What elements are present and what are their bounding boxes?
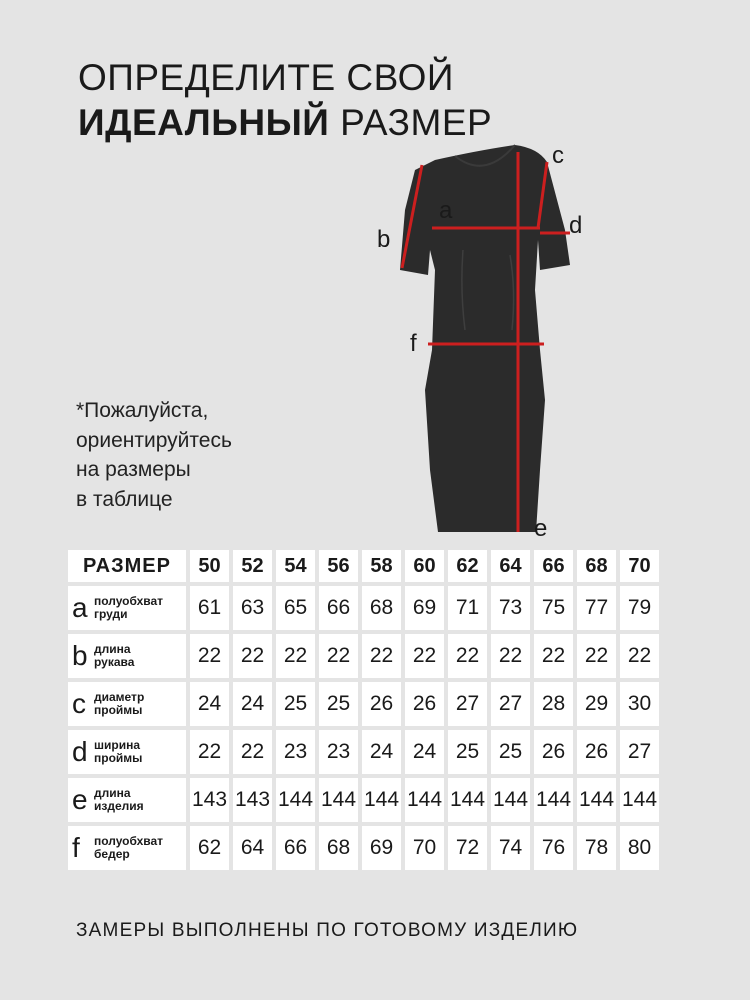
table-cell: 69 (362, 826, 401, 870)
table-cell: 22 (276, 634, 315, 678)
table-cell: 75 (534, 586, 573, 630)
table-cell: 25 (319, 682, 358, 726)
dress-diagram (360, 140, 620, 550)
row-description-line: бедер (94, 847, 130, 861)
label-e: e (534, 515, 548, 542)
table-cell: 22 (362, 634, 401, 678)
table-cell: 29 (577, 682, 616, 726)
title-line-2 (78, 100, 492, 145)
row-description-line: проймы (94, 703, 143, 717)
size-header-cell: 60 (405, 550, 444, 582)
table-cell: 27 (620, 730, 659, 774)
table-row (68, 730, 659, 774)
table-cell: 24 (190, 682, 229, 726)
table-cell: 24 (233, 682, 272, 726)
footer-note: ЗАМЕРЫ ВЫПОЛНЕНЫ ПО ГОТОВОМУ ИЗДЕЛИЮ (76, 920, 579, 941)
row-description-line: полуобхват (94, 594, 164, 608)
row-description (94, 595, 163, 621)
row-description-line: изделия (94, 799, 144, 813)
table-cell: 68 (362, 586, 401, 630)
row-description (94, 691, 144, 717)
table-cell: 66 (276, 826, 315, 870)
table-cell: 71 (448, 586, 487, 630)
header-label: РАЗМЕР (68, 550, 186, 582)
row-description-line: длина (94, 786, 131, 800)
table-cell: 25 (276, 682, 315, 726)
row-description-line: рукава (94, 655, 135, 669)
table-cell: 144 (319, 778, 358, 822)
table-cell: 22 (233, 730, 272, 774)
note-line: в таблице (76, 487, 173, 511)
label-a: a (439, 197, 453, 224)
table-cell: 22 (405, 634, 444, 678)
row-header (68, 778, 186, 822)
table-cell: 24 (362, 730, 401, 774)
table-cell: 74 (491, 826, 530, 870)
size-note (76, 396, 232, 514)
table-cell: 72 (448, 826, 487, 870)
row-header (68, 730, 186, 774)
table-cell: 144 (577, 778, 616, 822)
row-header (68, 634, 186, 678)
table-cell: 25 (448, 730, 487, 774)
note-line: ориентируйтесь (76, 428, 232, 452)
size-header-cell: 70 (620, 550, 659, 582)
row-header (68, 826, 186, 870)
dress-shape (400, 145, 570, 532)
row-description (94, 835, 163, 861)
label-d: d (569, 212, 583, 239)
note-line: на размеры (76, 458, 191, 481)
title-line-1: ОПРЕДЕЛИТЕ СВОЙ (78, 57, 454, 98)
table-cell: 27 (448, 682, 487, 726)
row-description (94, 643, 134, 669)
table-cell: 22 (491, 634, 530, 678)
row-description-line: проймы (94, 751, 143, 765)
row-letter: c (72, 688, 86, 719)
table-cell: 70 (405, 826, 444, 870)
table-cell: 76 (534, 826, 573, 870)
table-row (68, 778, 659, 822)
table-cell: 80 (620, 826, 659, 870)
table-row (68, 826, 659, 870)
size-header-cell: 50 (190, 550, 229, 582)
table-cell: 73 (491, 586, 530, 630)
table-cell: 78 (577, 826, 616, 870)
label-b: b (377, 226, 391, 253)
row-description (94, 739, 142, 765)
page-title (78, 55, 492, 145)
table-cell: 144 (534, 778, 573, 822)
size-header-cell: 64 (491, 550, 530, 582)
table-cell: 144 (276, 778, 315, 822)
table-cell: 143 (233, 778, 272, 822)
table-cell: 63 (233, 586, 272, 630)
table-cell: 144 (448, 778, 487, 822)
table-cell: 68 (319, 826, 358, 870)
title-rest: РАЗМЕР (329, 102, 493, 143)
row-header (68, 682, 186, 726)
table-cell: 143 (190, 778, 229, 822)
table-cell: 22 (534, 634, 573, 678)
row-description-line: груди (94, 607, 128, 621)
table-header-row (68, 550, 659, 582)
row-description-line: длина (94, 642, 131, 656)
size-header-cell: 62 (448, 550, 487, 582)
size-header-cell: 58 (362, 550, 401, 582)
label-f: f (410, 330, 417, 357)
row-letter: a (72, 592, 88, 623)
table-cell: 62 (190, 826, 229, 870)
row-description-line: диаметр (94, 690, 145, 704)
table-cell: 22 (190, 634, 229, 678)
table-cell: 28 (534, 682, 573, 726)
dress-illustration (360, 140, 620, 545)
table-cell: 23 (319, 730, 358, 774)
size-table (64, 546, 663, 874)
table-cell: 22 (190, 730, 229, 774)
size-header-cell: 52 (233, 550, 272, 582)
row-description (94, 787, 144, 813)
table-cell: 22 (319, 634, 358, 678)
table-cell: 144 (362, 778, 401, 822)
row-letter: d (72, 736, 88, 767)
table-cell: 22 (577, 634, 616, 678)
row-description-line: полуобхват (94, 834, 164, 848)
table-row (68, 586, 659, 630)
table-cell: 79 (620, 586, 659, 630)
table-cell: 69 (405, 586, 444, 630)
table-cell: 64 (233, 826, 272, 870)
row-letter: e (72, 784, 88, 815)
size-header-cell: 68 (577, 550, 616, 582)
table-cell: 26 (534, 730, 573, 774)
note-line: *Пожалуйста, (76, 399, 209, 422)
table-cell: 22 (233, 634, 272, 678)
table-cell: 24 (405, 730, 444, 774)
row-letter: f (72, 832, 80, 863)
table-cell: 26 (362, 682, 401, 726)
table-cell: 27 (491, 682, 530, 726)
size-header-cell: 54 (276, 550, 315, 582)
row-letter: b (72, 640, 88, 671)
table-cell: 22 (448, 634, 487, 678)
table-row (68, 682, 659, 726)
table-cell: 61 (190, 586, 229, 630)
table-cell: 25 (491, 730, 530, 774)
size-header-cell: 66 (534, 550, 573, 582)
table-cell: 144 (620, 778, 659, 822)
row-description-line: ширина (94, 738, 141, 752)
table-cell: 22 (620, 634, 659, 678)
table-row (68, 634, 659, 678)
row-header (68, 586, 186, 630)
title-bold-word: ИДЕАЛЬНЫЙ (78, 102, 330, 143)
label-c: c (552, 142, 564, 169)
table-cell: 26 (577, 730, 616, 774)
table-cell: 26 (405, 682, 444, 726)
table-cell: 23 (276, 730, 315, 774)
table-cell: 30 (620, 682, 659, 726)
table-cell: 66 (319, 586, 358, 630)
table-cell: 144 (405, 778, 444, 822)
table-cell: 65 (276, 586, 315, 630)
table-cell: 144 (491, 778, 530, 822)
size-header-cell: 56 (319, 550, 358, 582)
table-cell: 77 (577, 586, 616, 630)
